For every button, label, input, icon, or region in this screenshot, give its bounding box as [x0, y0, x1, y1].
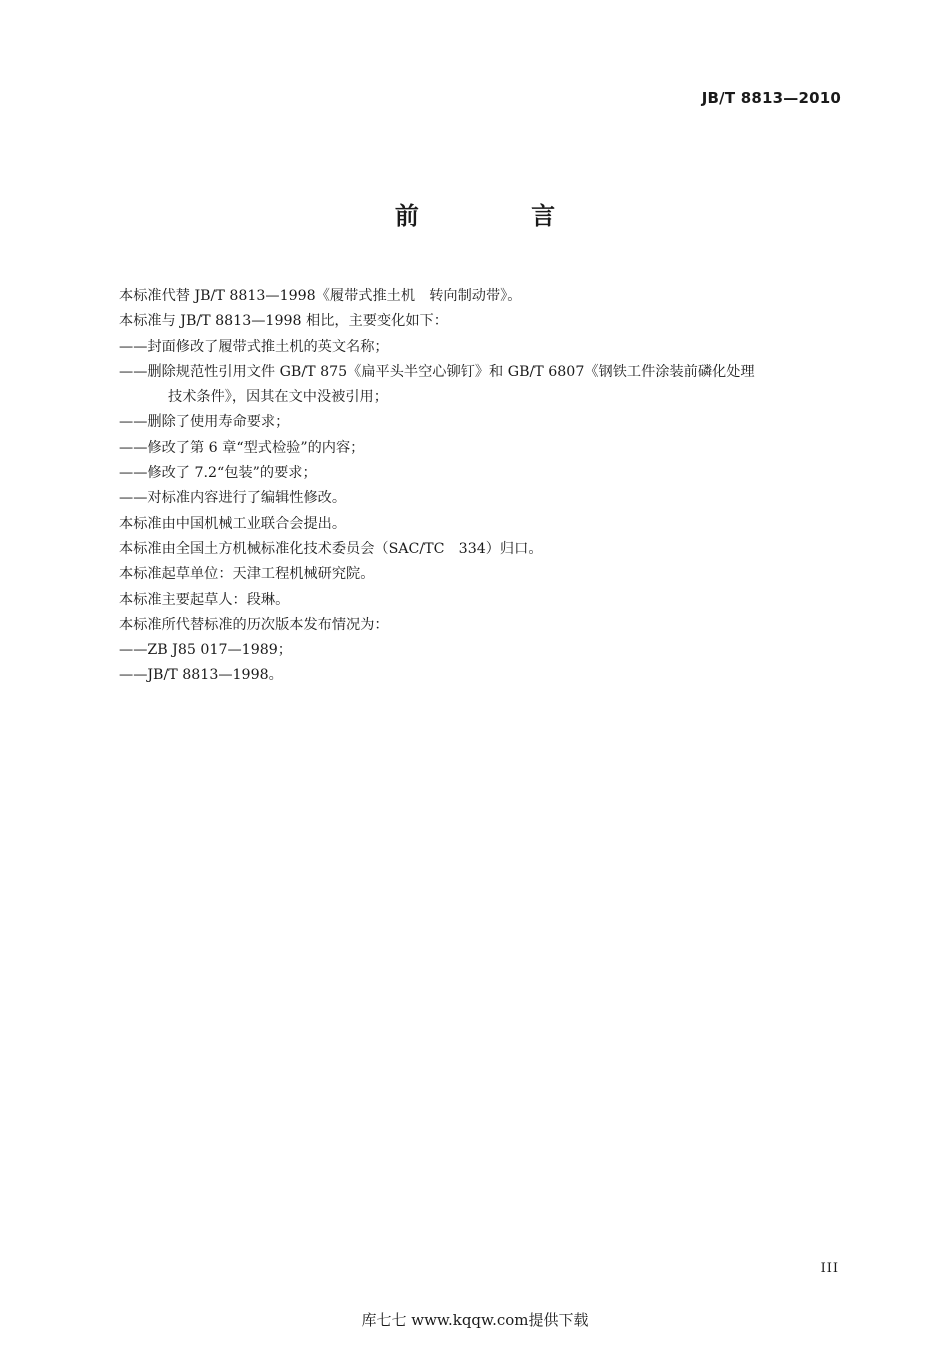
list-item-deleted-references-continued: 技术条件》，因其在文中没被引用；	[168, 389, 388, 406]
list-item-cover-change: ——封面修改了履带式推土机的英文名称；	[119, 338, 389, 355]
paragraph-administered-by: 本标准由全国土方机械标准化技术委员会（SAC/TC 334）归口。	[119, 540, 543, 557]
page-number: III	[820, 1261, 839, 1276]
download-source-footer: 库七七 www.kqqw.com提供下载	[361, 1311, 589, 1329]
page-title: 前 言	[394, 202, 608, 230]
paragraph-main-changes: 本标准与 JB/T 8813—1998 相比，主要变化如下：	[119, 313, 448, 330]
paragraph-drafter: 本标准主要起草人：段琳。	[119, 591, 290, 608]
standard-code: JB/T 8813—2010	[701, 89, 841, 107]
foreword-body	[119, 284, 849, 689]
list-item-deleted-references: ——删除规范性引用文件 GB/T 875《扁平头半空心铆钉》和 GB/T 6807《钢铁工件涂装前磷化处理	[119, 363, 755, 380]
list-item-edition-1998: ——JB/T 8813—1998。	[119, 667, 283, 684]
list-item-packaging: ——修改了 7.2“包装”的要求；	[119, 465, 317, 482]
list-item-edition-1989: ——ZB J85 017—1989；	[119, 642, 292, 659]
list-item-editorial: ——对标准内容进行了编辑性修改。	[119, 490, 347, 507]
paragraph-proposed-by: 本标准由中国机械工业联合会提出。	[119, 515, 347, 532]
paragraph-drafting-unit: 本标准起草单位：天津工程机械研究院。	[119, 566, 375, 583]
paragraph-replaces: 本标准代替 JB/T 8813—1998《履带式推土机 转向制动带》。	[119, 288, 522, 304]
list-item-deleted-service-life: ——删除了使用寿命要求；	[119, 414, 290, 431]
paragraph-previous-editions: 本标准所代替标准的历次版本发布情况为：	[119, 616, 389, 633]
list-item-type-inspection: ——修改了第 6 章“型式检验”的内容；	[119, 439, 365, 456]
